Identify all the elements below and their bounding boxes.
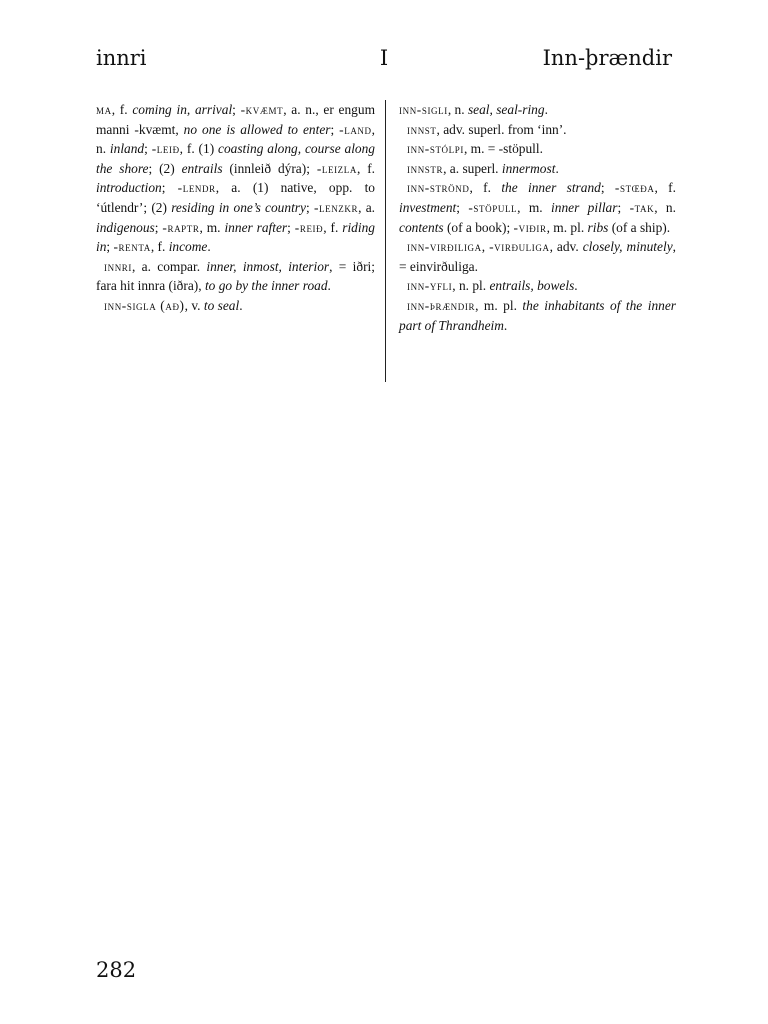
- headword: -leizla: [316, 160, 357, 176]
- entry-text: ;: [144, 141, 152, 157]
- dictionary-entry: [399, 237, 676, 276]
- entry-text: ,: [481, 239, 490, 255]
- headword: -renta: [113, 239, 151, 255]
- dictionary-entry: [399, 120, 676, 140]
- definition-text: ribs: [587, 219, 609, 235]
- entry-text: ;: [617, 199, 630, 215]
- definition-text: no one is allowed to enter: [183, 121, 331, 137]
- entry-text: , f. (1): [179, 141, 219, 157]
- entry-text: , = einvirðuliga.: [399, 239, 676, 274]
- headword: -stœða: [614, 180, 655, 196]
- entry-text: , m. pl.: [475, 297, 523, 313]
- entry-text: , a. (1) native, opp. to ‘útlendr’; (2): [96, 180, 376, 215]
- headword: inn-strönd: [407, 180, 470, 196]
- entry-text: .: [574, 278, 578, 294]
- entry-text: .: [555, 160, 559, 176]
- entry-text: , a.: [358, 199, 375, 215]
- headword: -kvæmt: [240, 102, 284, 117]
- dictionary-entry: [399, 276, 676, 296]
- definition-text: introduction: [96, 180, 162, 196]
- headword: inn-stólpi: [407, 141, 464, 157]
- headword: innst: [407, 121, 437, 137]
- definition-text: inner, inmost, interior: [206, 258, 330, 274]
- headword: -lenzkr: [313, 199, 359, 215]
- headword: inn-sigla (að): [104, 297, 185, 313]
- headword: ma: [96, 102, 112, 117]
- headword: inn-yfli: [407, 278, 453, 294]
- definition-text: to go by the inner road: [204, 278, 328, 294]
- entry-text: , a. n., er engum manni -kvæmt,: [96, 102, 375, 137]
- headword: -virðuliga: [489, 239, 550, 255]
- definition-text: residing in one’s country: [171, 199, 306, 215]
- header-left-guideword: innri: [96, 46, 147, 70]
- entry-text: ;: [305, 199, 314, 215]
- entry-text: , f.: [323, 219, 343, 235]
- headword: inn-sigli: [399, 102, 448, 117]
- dictionary-entry: [96, 257, 375, 296]
- entry-text: , adv. superl. from ‘inn’.: [436, 121, 567, 137]
- entry-text: , v.: [184, 297, 204, 313]
- entry-text: ;: [154, 219, 163, 235]
- dictionary-entry: [399, 296, 676, 335]
- header-right-guideword: Inn-þrændir: [542, 46, 672, 70]
- dictionary-entry: [96, 296, 375, 316]
- dictionary-entry: [96, 100, 375, 257]
- definition-text: coming in, arrival: [132, 102, 233, 117]
- entry-text: .: [239, 297, 243, 313]
- headword: -viðir: [513, 219, 547, 235]
- entry-text: , n. pl.: [452, 278, 490, 294]
- entry-text: ;: [161, 180, 178, 196]
- dictionary-columns: [96, 100, 674, 382]
- entry-text: , adv.: [549, 239, 583, 255]
- entry-text: (innleið dýra);: [222, 160, 317, 176]
- dictionary-entry: [399, 178, 676, 237]
- running-header: [96, 46, 672, 78]
- entry-text: , m.: [517, 199, 552, 215]
- entry-text: ;: [330, 121, 340, 137]
- definition-text: the inhabitants of the inner part of Thrandheim: [399, 297, 676, 333]
- entry-text: ; (2): [148, 160, 182, 176]
- entry-text: , n.: [447, 102, 468, 117]
- definition-text: coasting along, course along the shore: [96, 141, 376, 176]
- headword: -stöpull: [468, 199, 518, 215]
- headword: innri: [104, 258, 132, 274]
- entry-text: ;: [287, 219, 295, 235]
- headword: -raptr: [162, 219, 200, 235]
- entry-text: (of a ship).: [608, 219, 671, 235]
- definition-text: indigenous: [96, 219, 155, 235]
- right-column: [399, 100, 676, 335]
- headword: -reið: [294, 219, 324, 235]
- definition-text: investment: [399, 199, 457, 215]
- entry-text: , a. compar.: [132, 258, 207, 274]
- entry-text: ;: [232, 102, 241, 117]
- definition-text: the inner strand: [501, 180, 601, 196]
- entry-text: , f.: [150, 239, 169, 255]
- entry-text: ;: [456, 199, 469, 215]
- definition-text: to seal: [203, 297, 240, 313]
- headword: innstr: [407, 160, 444, 176]
- entry-text: , n.: [654, 199, 676, 215]
- headword: inn-þrændir: [407, 297, 476, 313]
- definition-text: seal, seal-ring: [467, 102, 545, 117]
- definition-text: contents: [399, 219, 444, 235]
- definition-text: innermost: [501, 160, 556, 176]
- definition-text: entrails: [181, 160, 223, 176]
- entry-text: ;: [106, 239, 114, 255]
- left-column: [96, 100, 375, 316]
- dictionary-entry: [399, 159, 676, 179]
- definition-text: inner rafter: [224, 219, 288, 235]
- entry-text: , m.: [199, 219, 225, 235]
- page-number: 282: [96, 958, 137, 982]
- entry-text: , n.: [96, 121, 375, 157]
- entry-text: , f.: [654, 180, 676, 196]
- entry-text: , m. pl.: [546, 219, 588, 235]
- entry-text: (of a book);: [443, 219, 514, 235]
- definition-text: inland: [109, 141, 145, 157]
- entry-text: , a. superl.: [443, 160, 502, 176]
- entry-text: ;: [600, 180, 615, 196]
- entry-text: , = iðri; fara hit innra (iðra),: [96, 258, 375, 294]
- headword: -tak: [629, 199, 655, 215]
- headword: -lendr: [177, 180, 216, 196]
- entry-text: , m. = -stöpull.: [463, 141, 543, 157]
- entry-text: .: [207, 239, 211, 255]
- definition-text: closely, minutely: [582, 239, 673, 255]
- header-section-letter: I: [379, 46, 389, 70]
- entry-text: .: [327, 278, 331, 294]
- dictionary-entry: [399, 100, 676, 120]
- entry-text: .: [503, 317, 508, 333]
- headword: -land: [339, 121, 372, 137]
- dictionary-entry: [399, 139, 676, 159]
- definition-text: riding in: [96, 219, 375, 255]
- definition-text: inner pillar: [551, 199, 618, 215]
- column-divider: [385, 100, 386, 382]
- headword: -leið: [151, 141, 180, 157]
- entry-text: , f.: [356, 160, 376, 176]
- definition-text: income: [168, 239, 208, 255]
- entry-text: , f.: [111, 102, 133, 117]
- headword: inn-virðiliga: [407, 239, 482, 255]
- entry-text: , f.: [469, 180, 502, 196]
- definition-text: entrails, bowels: [489, 278, 575, 294]
- entry-text: .: [544, 102, 548, 117]
